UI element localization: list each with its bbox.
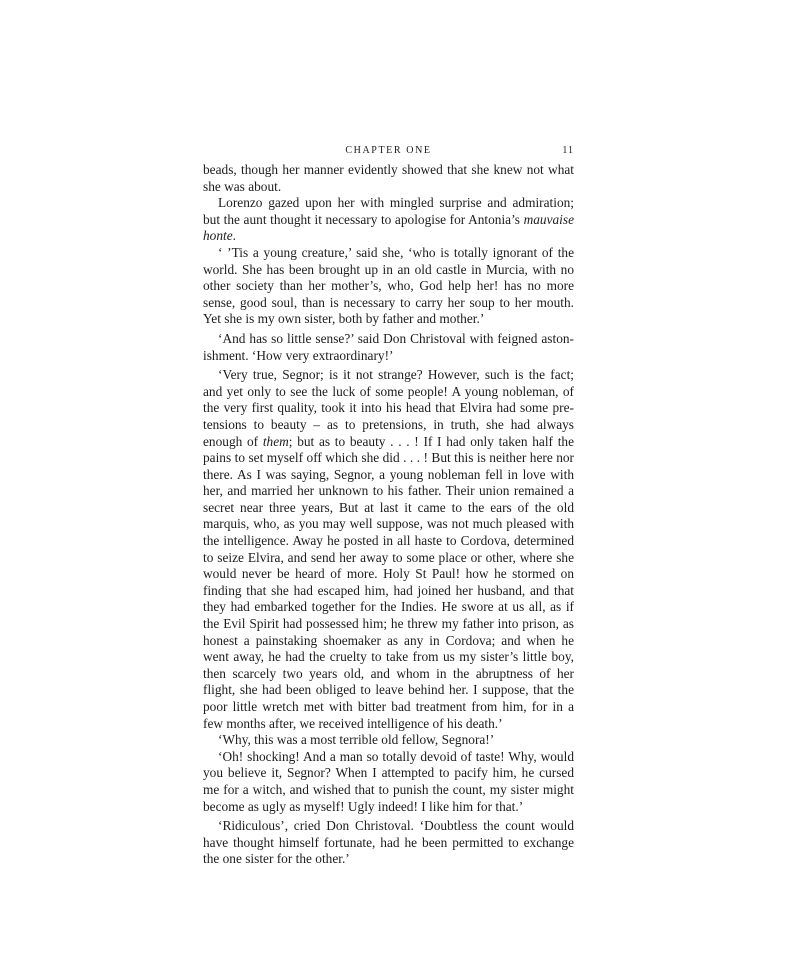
- paragraph-text: Lorenzo gazed upon her with mingled surprise and admiration; but the aunt thought it necessary to apologise for Antonia’s: [203, 195, 574, 227]
- paragraph-text: ‘ ’Tis a young creature,’ said she, ‘who is totally ignorant of the world. She has been brought up in an old castle in Murcia, with no other society than her mother’s, who, God help her! has no more sense, good soul, than is necessary to carry her soup to her mouth. Yet she is my own sister, both by father and mother.’: [203, 244, 574, 327]
- running-head: [203, 140, 574, 162]
- book-page: [203, 140, 574, 868]
- paragraph: [203, 162, 574, 195]
- paragraph: [203, 245, 574, 328]
- paragraph: [203, 732, 574, 749]
- paragraph: [203, 818, 574, 868]
- italic-phrase: mauvaise honte: [203, 211, 574, 244]
- body-text: [203, 162, 574, 868]
- paragraph: [203, 367, 574, 732]
- paragraph-text-tail: .: [232, 228, 236, 244]
- paragraph: [203, 195, 574, 245]
- paragraph: [203, 749, 574, 815]
- paragraph: [203, 331, 574, 364]
- italic-phrase: them: [262, 433, 289, 449]
- chapter-heading: CHAPTER ONE: [345, 145, 432, 156]
- paragraph-text: beads, though her manner evidently showed that she knew not what she was about.: [203, 162, 574, 194]
- paragraph-text: ‘And has so little sense?’ said Don Christoval with feigned astonishment. ‘How very extraordinary!’: [203, 330, 574, 363]
- paragraph-text: ‘Oh! shocking! And a man so totally devoid of taste! Why, would you believe it, Segnor? When I attempted to pacify him, he cursed me for a witch, and wished that to punish the count, my sister might become as ugly as myself! Ugly indeed! I like him for that.’: [203, 748, 574, 814]
- paragraph-text: ‘Very true, Segnor; is it not strange? However, such is the fact; and yet only to see the luck of some people! A young nobleman, of the very first quality, took it into his head that Elvira had some pretensions to beauty – as to pretensions, in truth, she had always enough of: [203, 367, 574, 449]
- paragraph-text: ‘Why, this was a most terrible old fellow, Segnora!’: [218, 732, 495, 748]
- page-number: 11: [562, 145, 574, 156]
- paragraph-text-tail: ; but as to beauty . . . ! If I had only taken half the pains to set myself off which she did . . . ! But this is neither here nor there. As I was saying, Segnor, a young nobleman fell in love with her, and married her unknown to his father. Their union remained a secret near three years, But at last it came to the ears of the old marquis, who, as you may well suppose, was not much pleased with the intelligence. Away he posted in all haste to Cordova, determined to seize Elvira, and send her away to some place or other, where she would never be heard of more. Holy St Paul! how he stormed on finding that she had escaped him, had joined her husband, and that they had embarked together for the Indies. He swore at us all, as if the Evil Spirit had possessed him; he threw my father into prison, as honest a painstaking shoemaker as any in Cordova; and when he went away, he had the cruelty to take from us my sister’s little boy, then scarcely two years old, and whom in the abruptness of her flight, she had been obliged to leave behind her. I suppose, that the poor little wretch met with bitter bad treatment from him, for in a few months after, we received intelligence of his death.’: [203, 433, 574, 731]
- paragraph-text: ‘Ridiculous’, cried Don Christoval. ‘Doubtless the count would have thought himself fortunate, had he been permitted to exchange the one sister for the other.’: [203, 818, 574, 867]
